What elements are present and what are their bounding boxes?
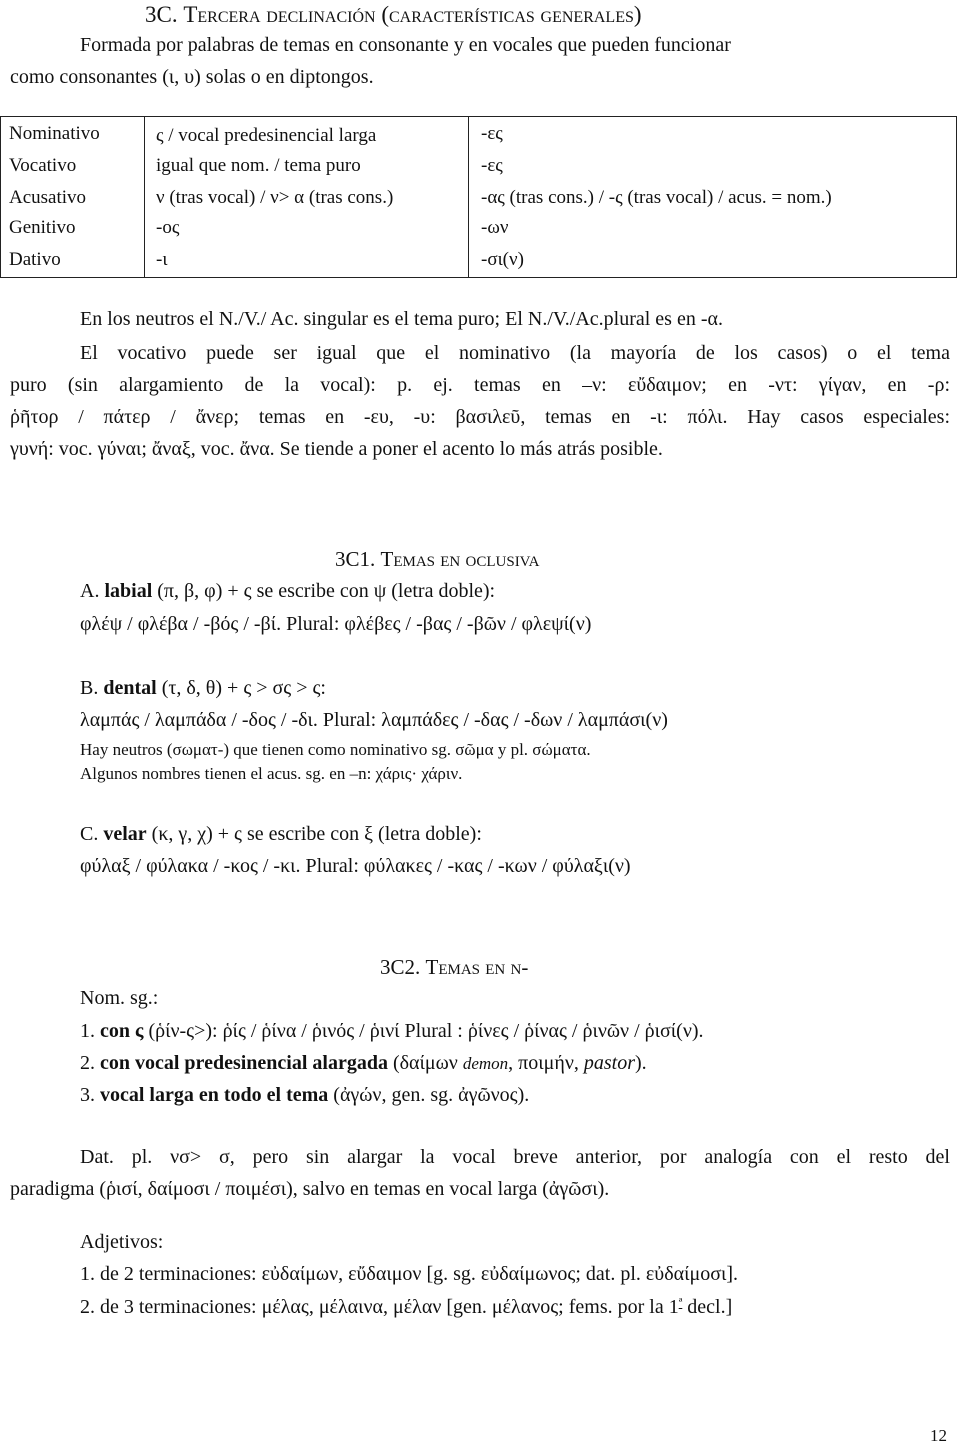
item-letter: C.: [80, 823, 99, 845]
adjetivos-item-2: [80, 1295, 732, 1319]
nu-item-3: [80, 1084, 529, 1107]
case-label: Acusativo: [9, 187, 87, 208]
vocativo-note-line-2: puro (sin alargamiento de la vocal): p. ej. temas en –ν: εὔδαιμον; en -ντ: γίγαν, en -ρ:: [10, 374, 950, 396]
item-letter: B.: [80, 677, 99, 699]
dental-line: [80, 677, 326, 700]
case-label: Dativo: [9, 249, 61, 270]
dental-forms: λαμπάς / λαμπάδα / -δος / -δι. Plural: λαμπάδες / -δας / -δων / λαμπάσι(ν): [80, 709, 668, 731]
singular-ending: -ι: [156, 249, 168, 270]
item-text: 2. de 3 terminaciones: μέλας, μέλαινα, μέλαν [gen. μέλανος; fems. por la 1: [80, 1296, 679, 1318]
case-label: Genitivo: [9, 217, 76, 238]
title-number: 3C.: [145, 2, 178, 27]
plural-ending: -ες: [481, 123, 503, 144]
dat-pl-line-2: paradigma (ῥισί, δαίμοσι / ποιμέσι), salvo en temas en vocal larga (ἀγῶσι).: [10, 1178, 610, 1200]
item-keyword: con vocal predesinencial alargada: [100, 1052, 388, 1074]
vocativo-note-line-1: El vocativo puede ser igual que el nominativo (la mayoría de los casos) o el tema: [80, 342, 950, 364]
nom-sg-label: Nom. sg.:: [80, 987, 159, 1009]
item-keyword: velar: [103, 823, 147, 845]
plural-ending: -ας (tras cons.) / -ς (tras vocal) / acus. = nom.): [481, 187, 832, 208]
item-keyword: labial: [104, 580, 153, 602]
adjetivos-item-1: 1. de 2 terminaciones: εὐδαίμων, εὔδαιμον [g. sg. εὐδαίμωνος; dat. pl. εὐδαίμοσι].: [80, 1263, 739, 1285]
nu-item-2: [80, 1052, 647, 1075]
item-letter: A.: [80, 580, 100, 602]
velar-line: [80, 823, 482, 846]
item-rest: (ῥίν-ς>): ῥίς / ῥίνα / ῥινός / ῥινί Plural : ῥίνες / ῥίνας / ῥινῶν / ῥισί(ν).: [143, 1020, 704, 1042]
item-text: decl.]: [682, 1296, 733, 1318]
item-number: 2.: [80, 1052, 95, 1074]
section-number: 3C2.: [380, 955, 421, 979]
item-latin: demon: [462, 1054, 509, 1073]
singular-ending: -ος: [156, 217, 180, 238]
plural-ending: -ες: [481, 155, 503, 176]
intro-line-2: como consonantes (ι, υ) solas o en diptongos.: [10, 66, 374, 88]
item-text: ).: [635, 1052, 647, 1074]
section-number: 3C1.: [335, 547, 376, 571]
item-rest: (κ, γ, χ) + ς se escribe con ξ (letra doble):: [146, 823, 482, 845]
dental-note-1: Hay neutros (σωματ-) que tienen como nominativo sg. σῶμα y pl. σώματα.: [80, 740, 591, 759]
vocativo-note-line-3: ῥῆτορ / πάτερ / ἄνερ; temas en -ευ, -υ: βασιλεῦ, temas en -ι: πόλι. Hay casos especiales:: [10, 406, 950, 428]
nu-item-1: [80, 1020, 704, 1043]
velar-forms: φύλαξ / φύλακα / -κος / -κι. Plural: φύλακες / -κας / -κων / φύλαξι(ν): [80, 855, 631, 877]
case-label: Nominativo: [9, 123, 100, 144]
case-label: Vocativo: [9, 155, 77, 176]
singular-ending: igual que nom. / tema puro: [156, 155, 361, 176]
labial-line: [80, 580, 495, 603]
item-keyword: dental: [103, 677, 157, 699]
table-divider: [144, 117, 145, 277]
item-rest: (τ, δ, θ) + ς > σς > ς:: [156, 677, 326, 699]
plural-ending: -σι(ν): [481, 249, 524, 270]
neutros-note: En los neutros el N./V./ Ac. singular es el tema puro; El N./V./Ac.plural es en -α.: [80, 308, 723, 330]
case-ending-table: [0, 116, 957, 278]
item-number: 3.: [80, 1084, 95, 1106]
singular-ending: ν (tras vocal) / ν> α (tras cons.): [156, 187, 394, 208]
plural-ending: -ων: [481, 217, 509, 238]
adjetivos-heading: Adjetivos:: [80, 1231, 164, 1253]
item-rest: (π, β, φ) + ς se escribe con ψ (letra doble):: [152, 580, 496, 602]
item-keyword: vocal larga en todo el tema: [100, 1084, 329, 1106]
ordinal-superscript: ª: [678, 1295, 683, 1310]
section-title: Temas en oclusiva: [380, 547, 540, 571]
page-title: [145, 2, 642, 28]
item-latin: pastor: [583, 1052, 635, 1074]
section-3c2-heading: [380, 955, 528, 980]
section-3c1-heading: [335, 547, 539, 572]
item-rest: (ἀγών, gen. sg. ἀγῶνος).: [328, 1084, 530, 1106]
dat-pl-line-1: Dat. pl. νσ> σ, pero sin alargar la vocal breve anterior, por analogía con el resto del: [80, 1146, 950, 1168]
labial-forms: φλέψ / φλέβα / -βός / -βί. Plural: φλέβες / -βας / -βῶν / φλεψί(ν): [80, 613, 592, 635]
vocativo-note-line-4: γυνή: voc. γύναι; ἄναξ, voc. ἄνα. Se tiende a poner el acento lo más atrás posible.: [10, 438, 663, 460]
item-text: , ποιμήν,: [508, 1052, 584, 1074]
dental-note-2: Algunos nombres tienen el acus. sg. en –n: χάρις· χάριν.: [80, 764, 463, 783]
singular-ending: ς / vocal predesinencial larga: [156, 125, 377, 146]
item-text: (δαίμων: [387, 1052, 463, 1074]
table-divider: [468, 117, 469, 277]
intro-line-1: Formada por palabras de temas en consonante y en vocales que pueden funcionar: [80, 34, 731, 56]
item-number: 1.: [80, 1020, 95, 1042]
item-keyword: con ς: [100, 1020, 144, 1042]
page-number: 12: [930, 1426, 947, 1445]
section-title: Temas en ν-: [425, 955, 529, 979]
title-text: Tercera declinación (características generales): [183, 2, 642, 27]
